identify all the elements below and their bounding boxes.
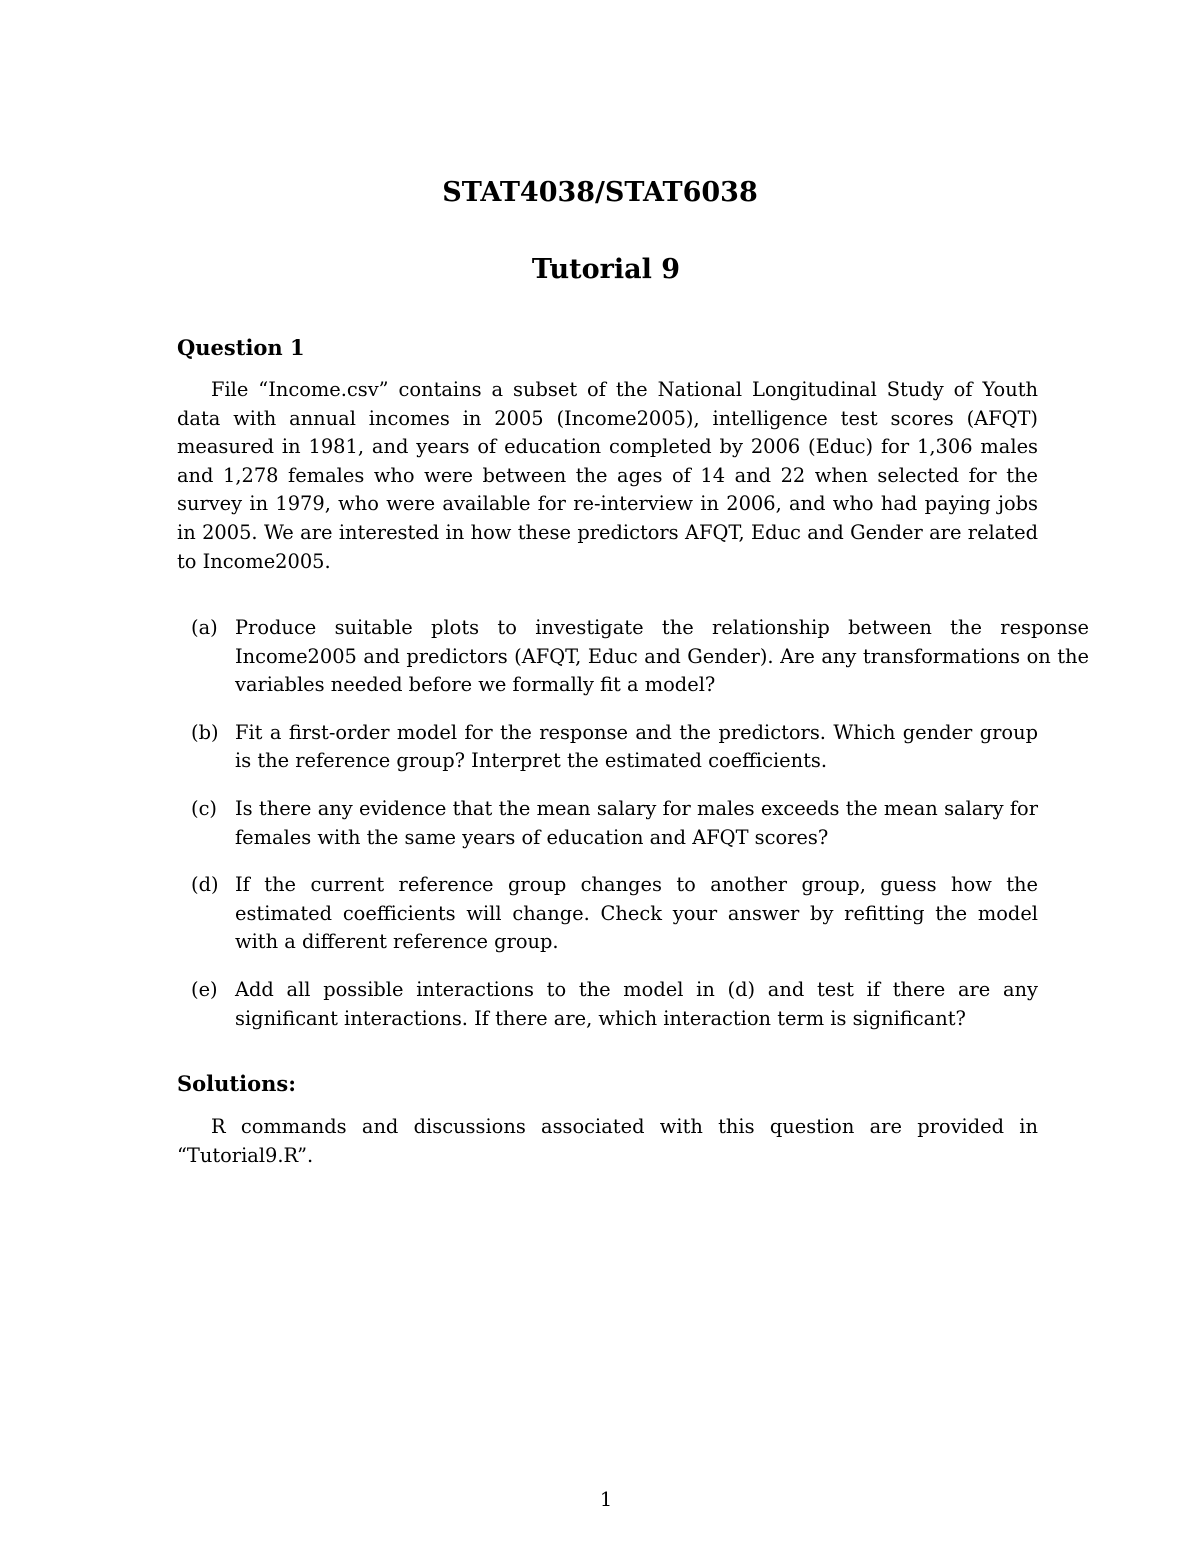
question-part-text: Fit a first-order model for the response and the predictors. Which gender group is the reference group? Interpret the estimated coefficients.: [235, 720, 1038, 773]
question-part-a: [177, 614, 1089, 700]
question-part-label: (e): [191, 977, 218, 1001]
question-part-b: [177, 719, 1038, 776]
page-number: 1: [599, 1488, 613, 1511]
question-part-d: [177, 871, 1038, 957]
solutions-heading: Solutions:: [177, 1071, 296, 1096]
question-part-text: Produce suitable plots to investigate the relationship between the response Income2005 and predictors (AFQT, Educ and Gender). Are any transformations on the variables needed before we formally fit a model?: [235, 616, 1089, 697]
question-parts-list: [177, 614, 1089, 1033]
question-part-text: Is there any evidence that the mean salary for males exceeds the mean salary for females with the same years of education and AFQT scores?: [235, 796, 1038, 849]
question-1-intro: File “Income.csv” contains a subset of the National Longitudinal Study of Youth data with annual incomes in 2005 (Income2005), intelligence test scores (AFQT) measured in 1981, and years of education completed by 2006 (Educ) for 1,306 males and 1,278 females who were between the ages of 14 and 22 when selected for the survey in 1979, who were available for re-interview in 2006, and who had paying jobs in 2005. We are interested in how these predictors AFQT, Educ and Gender are related to Income2005.: [177, 378, 1038, 573]
course-code-title: STAT4038/STAT6038: [442, 177, 758, 208]
question-part-label: (d): [191, 873, 219, 897]
question-part-c: [177, 795, 1038, 852]
question-1-heading: Question 1: [177, 335, 305, 360]
tutorial-title: Tutorial 9: [531, 254, 681, 285]
question-part-label: (a): [191, 616, 218, 639]
question-part-e: [177, 976, 1038, 1033]
question-part-label: (c): [191, 796, 217, 820]
question-part-label: (b): [191, 720, 219, 744]
question-part-text: If the current reference group changes to another group, guess how the estimated coefficients will change. Check your answer by refitting the model with a different reference group.: [235, 873, 1038, 954]
solutions-text: R commands and discussions associated with this question are provided in “Tutorial9.R”.: [177, 1115, 1038, 1167]
question-part-text: Add all possible interactions to the model in (d) and test if there are any significant interactions. If there are, which interaction term is significant?: [235, 977, 1038, 1030]
